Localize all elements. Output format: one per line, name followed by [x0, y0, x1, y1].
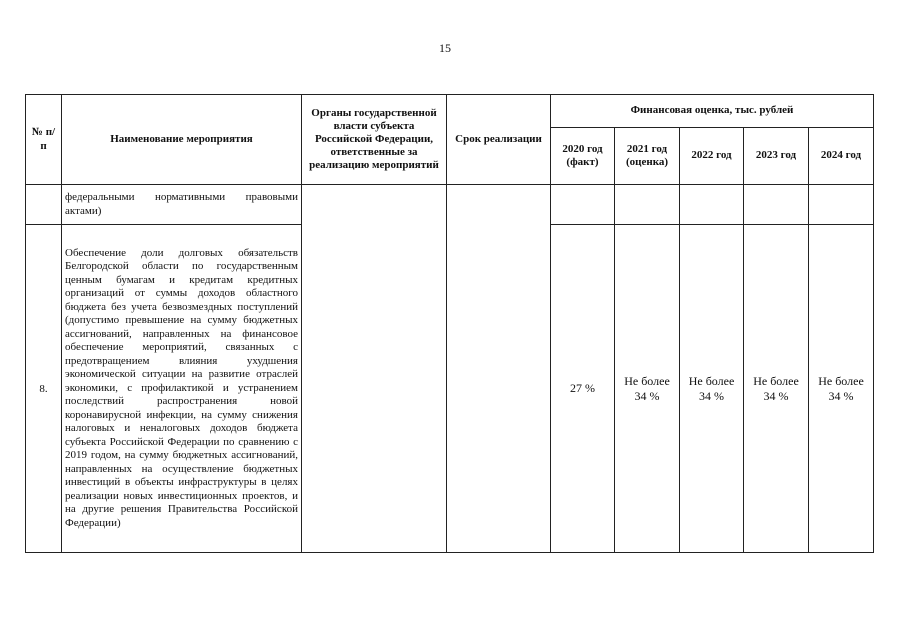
cell-value-empty — [744, 185, 809, 225]
header-year-2022: 2022 год — [680, 128, 744, 185]
header-period: Срок реализации — [447, 95, 551, 185]
cell-value-empty — [551, 185, 615, 225]
header-authority: Органы государственной власти субъекта Российской Федерации, ответственные за реализацию мероприятий — [302, 95, 447, 185]
value-2022: Не более 34 % — [688, 373, 735, 403]
cell-period — [447, 185, 551, 553]
cell-name-continuation: федеральными нормативными правовыми актами) — [62, 185, 302, 225]
header-finance: Финансовая оценка, тыс. рублей — [551, 95, 874, 128]
cell-value-empty — [615, 185, 680, 225]
cell-num-empty — [26, 185, 62, 225]
cell-authority — [302, 185, 447, 553]
value-2024: Не более 34 % — [818, 373, 864, 403]
header-year-2021: 2021 год (оценка) — [615, 128, 680, 185]
value-2021: Не более 34 % — [624, 373, 670, 403]
header-name: Наименование мероприятия — [62, 95, 302, 185]
value-2023: Не более 34 % — [753, 373, 799, 403]
table-header-row — [26, 95, 874, 128]
header-year-2023: 2023 год — [744, 128, 809, 185]
cell-value-2022 — [680, 225, 744, 553]
measures-table — [25, 94, 874, 553]
header-year-2024: 2024 год — [809, 128, 874, 185]
page-number: 15 — [439, 41, 451, 55]
cell-value-empty — [809, 185, 874, 225]
cell-value-2021 — [615, 225, 680, 553]
cell-value-empty — [680, 185, 744, 225]
header-num: № п/п — [26, 95, 62, 185]
cell-name: Обеспечение доли долговых обязательств Белгородской области по государственным ценным бумагам и кредитам кредитных организаций от суммы доходов областного бюджета без учета безвозмездных поступлений (допустимо превышение на сумму бюджетных ассигнований, направленных на финансовое обеспечение мероприятий, связанных с предотвращением влияния ухудшения экономической ситуации на развитие отраслей экономики, с профилактикой и устранением последствий распространения новой коронавирусной инфекции, на сумму снижения налоговых и неналоговых доходов бюджета субъекта Российской Федерации по сравнению с 2019 годом, на сумму бюджетных ассигнований, направленных на осуществление бюджетных инвестиций в объекты инфраструктуры в целях реализации новых инвестиционных проектов, и на другие решения Правительства Российской Федерации) — [62, 225, 302, 553]
cell-num: 8. — [26, 225, 62, 553]
cell-value-2024 — [809, 225, 874, 553]
cell-value-2020 — [551, 225, 615, 553]
table-row — [26, 185, 874, 225]
cell-value-2023 — [744, 225, 809, 553]
value-2020: 27 % — [570, 381, 595, 395]
header-year-2020: 2020 год (факт) — [551, 128, 615, 185]
